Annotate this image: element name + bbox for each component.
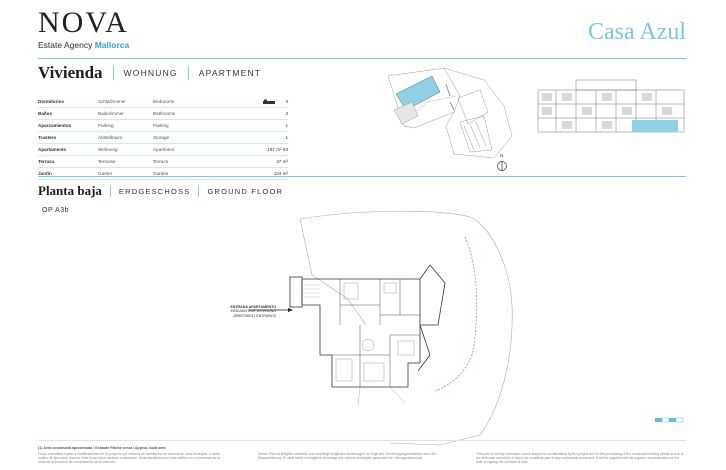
garden-edge xyxy=(435,237,477,391)
spec-value: 167 m² 93 xyxy=(248,144,288,156)
spec-row xyxy=(38,156,288,168)
building-elevation xyxy=(536,76,686,136)
spec-label-de: Garten xyxy=(98,168,153,180)
spec-value: 3 xyxy=(248,108,288,120)
highlighted-unit xyxy=(632,120,678,132)
spec-value: 124 m² xyxy=(248,168,288,180)
floor-title-es: Planta baja xyxy=(38,183,102,198)
section-title-floor xyxy=(38,183,283,199)
spec-label-es: Apartamento xyxy=(38,144,98,156)
spec-value: 47 m² xyxy=(248,156,288,168)
spec-label-de: Terrasse xyxy=(98,156,153,168)
brand-tagline-accent: Mallorca xyxy=(94,40,130,50)
footer-title: (1) Área construida aproximada / Gebaute Fläche cerca / Approx. built area xyxy=(38,446,166,450)
footer-note-es: Plano orientativo sujeto a modificaciones en el proyecto por motivos de tramitación de licencia de obra municipal, a hacer motivo de ejecución técnica. Esta plano tiene carácter contractual. Serán facilitados por este edificio en el momento de la firma de la escritura de compraventa de la vivienda. xyxy=(38,452,221,465)
brand-logo: NOVA xyxy=(38,6,129,39)
spec-value-text: 3 xyxy=(285,98,288,104)
spec-table xyxy=(38,96,288,180)
unit-code: OP A3b xyxy=(42,207,70,214)
compass-label: N xyxy=(500,153,504,158)
header-divider xyxy=(38,58,686,59)
spec-label-de: Schlafzimmer xyxy=(98,96,153,108)
bed-icon xyxy=(263,99,279,105)
title-separator xyxy=(113,66,114,80)
floor-title-en: GROUND FLOOR xyxy=(207,186,284,196)
spec-row xyxy=(38,120,288,132)
title-separator xyxy=(188,66,189,80)
footer-note-de: Dieser Plan ist lediglich orientativ und unterliegt möglichen Änderungen im Zuge der Genehmigungsverfahren oder der Bauausführung. Er stellt keine vertragliche Unterlage dar, welche vertraglich gebunden bei Vertragsabschluss. xyxy=(258,452,436,461)
spec-row xyxy=(38,168,288,180)
spec-label-en: Bedrooms xyxy=(153,96,248,108)
brand-tagline-prefix: Estate Agency xyxy=(38,40,93,50)
entrance-label xyxy=(196,305,276,318)
entrance-label-es: ENTRADA APARTAMENTO xyxy=(230,305,276,309)
footer-note-en: This plan is merely orientative and is subject to modifications by the project due to the processing of the municipal building permit or due to the technical execution. It does not constitute part of any contractual document. It will be supplied with all required documentation at the time of signing the contract of sale. xyxy=(476,452,684,465)
pool-shape xyxy=(396,76,440,110)
project-name: Casa Azul xyxy=(588,19,686,45)
site-key-plan xyxy=(384,66,524,162)
footer-divider xyxy=(38,440,686,441)
section-title-en: APARTMENT xyxy=(198,68,262,78)
spec-value: 1 xyxy=(248,132,288,144)
section-title-es: Vivienda xyxy=(38,63,103,82)
spec-label-en: Parking xyxy=(153,120,248,132)
spec-value: 1 xyxy=(248,120,288,132)
spec-label-es: Jardín xyxy=(38,168,98,180)
spec-label-de: Parking xyxy=(98,120,153,132)
spec-label-es: Terraza xyxy=(38,156,98,168)
section-divider xyxy=(38,176,686,177)
spec-value xyxy=(248,96,288,108)
spec-label-en: Bathrooms xyxy=(153,108,248,120)
brand-tagline xyxy=(38,40,129,50)
spec-label-de: Badezimmer xyxy=(98,108,153,120)
spec-label-en: Storage xyxy=(153,132,248,144)
entrance-label-de: EINGANG ZUR WOHNUNG xyxy=(230,309,276,314)
spec-label-es: Aparcamientos xyxy=(38,120,98,132)
section-title-de: WOHNUNG xyxy=(123,68,178,78)
scale-bar xyxy=(655,416,685,424)
title-separator xyxy=(110,186,111,197)
spec-label-es: Baños xyxy=(38,108,98,120)
spec-label-de: Wohnung xyxy=(98,144,153,156)
spec-label-es: Trastero xyxy=(38,132,98,144)
spec-row xyxy=(38,108,288,120)
title-separator xyxy=(198,186,199,197)
spec-row xyxy=(38,96,288,108)
section-title-main xyxy=(38,63,261,83)
spec-label-en: Terrace xyxy=(153,156,248,168)
spec-row xyxy=(38,132,288,144)
entrance-label-en: APARTMENT ENTRANCE xyxy=(233,313,276,318)
spec-label-de: Abstellraum xyxy=(98,132,153,144)
spec-label-en: Garden xyxy=(153,168,248,180)
spec-label-es: Dormitorios xyxy=(38,96,98,108)
spec-row xyxy=(38,144,288,156)
floor-plan xyxy=(240,205,540,450)
spec-label-en: Apartment xyxy=(153,144,248,156)
floor-title-de: ERDGESCHOSS xyxy=(118,186,191,196)
